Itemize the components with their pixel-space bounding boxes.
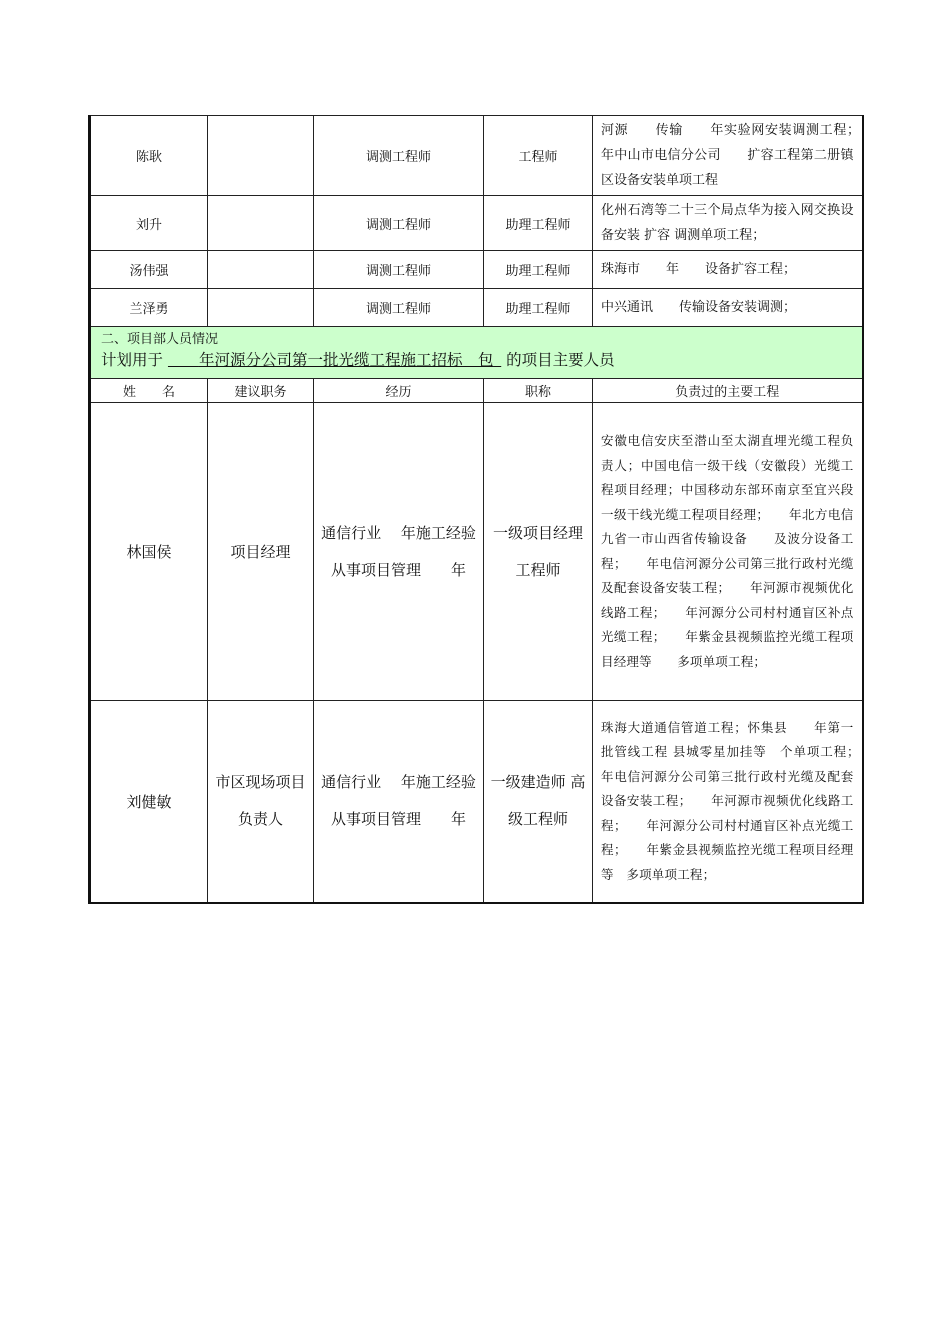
experience-cell: 通信行业 年施工经验 从事项目管理 年 [314,701,484,903]
experience-cell: 通信行业 年施工经验 从事项目管理 年 [314,403,484,701]
header-role: 建议职务 [208,379,314,403]
projects-cell: 化州石湾等二十三个局点华为接入网交换设备安装 扩容 调测单项工程； [593,196,863,251]
projects-cell: 珠海市 年 设备扩容工程； [593,251,863,289]
plan-suffix: 的项目主要人员 [506,351,615,369]
role-cell [208,116,314,196]
title-cell: 助理工程师 [484,289,593,327]
projects-cell: 中兴通讯 传输设备安装调测； [593,289,863,327]
column-header-row [90,379,863,403]
table-row [90,289,863,327]
name-cell: 汤伟强 [90,251,208,289]
title-cell: 助理工程师 [484,251,593,289]
role-cell [208,251,314,289]
table-row [90,116,863,196]
experience-cell: 调测工程师 [314,196,484,251]
plan-underlined [168,351,501,369]
title-cell: 工程师 [484,116,593,196]
role-cell [208,196,314,251]
personnel-table [88,115,880,904]
projects-cell: 珠海大道通信管道工程；怀集县 年第一批管线工程 县城零星加挂等 个单项工程； 年电信河源分公司第三批行政村光缆及配套设备安装工程； 年河源市视频优化线路工程； 年河源分公司村村通盲区补点光缆工程； 年紫金县视频监控光缆工程项目经理等 多项单项工程； [593,701,863,903]
header-experience: 经历 [314,379,484,403]
name-cell: 刘健敏 [90,701,208,903]
experience-cell: 调测工程师 [314,116,484,196]
plan-line [101,349,852,371]
title-cell: 助理工程师 [484,196,593,251]
header-projects: 负责过的主要工程 [593,379,863,403]
name-cell: 林国侯 [90,403,208,701]
table-row [90,701,863,903]
header-name: 姓 名 [90,379,208,403]
role-cell: 市区现场项目负责人 [208,701,314,903]
section-header [90,327,863,379]
name-cell: 刘升 [90,196,208,251]
experience-cell: 调测工程师 [314,251,484,289]
section-heading: 二、项目部人员情况 [101,332,219,347]
title-cell: 一级建造师 高级工程师 [484,701,593,903]
role-cell: 项目经理 [208,403,314,701]
plan-project: 年河源分公司第一批光缆工程施工招标 包 [198,351,494,369]
name-cell: 兰泽勇 [90,289,208,327]
table-row [90,196,863,251]
title-cell: 一级项目经理 工程师 [484,403,593,701]
plan-prefix: 计划用于 [101,351,164,369]
role-cell [208,289,314,327]
projects-cell: 安徽电信安庆至潜山至太湖直埋光缆工程负责人；中国电信一级干线（安徽段）光缆工程项目经理；中国移动东部环南京至宜兴段一级干线光缆工程项目经理； 年北方电信九省一市山西省传输设备 及波分设备工程； 年电信河源分公司第三批行政村光缆及配套设备安装工程； 年河源市视频优化线路工程； 年河源分公司村村通盲区补点光缆工程； 年紫金县视频监控光缆工程项目经理等 多项单项工程； [593,403,863,701]
experience-cell: 调测工程师 [314,289,484,327]
table-row [90,403,863,701]
section-header-row [90,327,863,379]
table-row [90,251,863,289]
name-cell: 陈耿 [90,116,208,196]
header-title: 职称 [484,379,593,403]
projects-cell: 河源 传输 年实验网安装调测工程； 年中山市电信分公司 扩容工程第二册镇区设备安装单项工程 [593,116,863,196]
